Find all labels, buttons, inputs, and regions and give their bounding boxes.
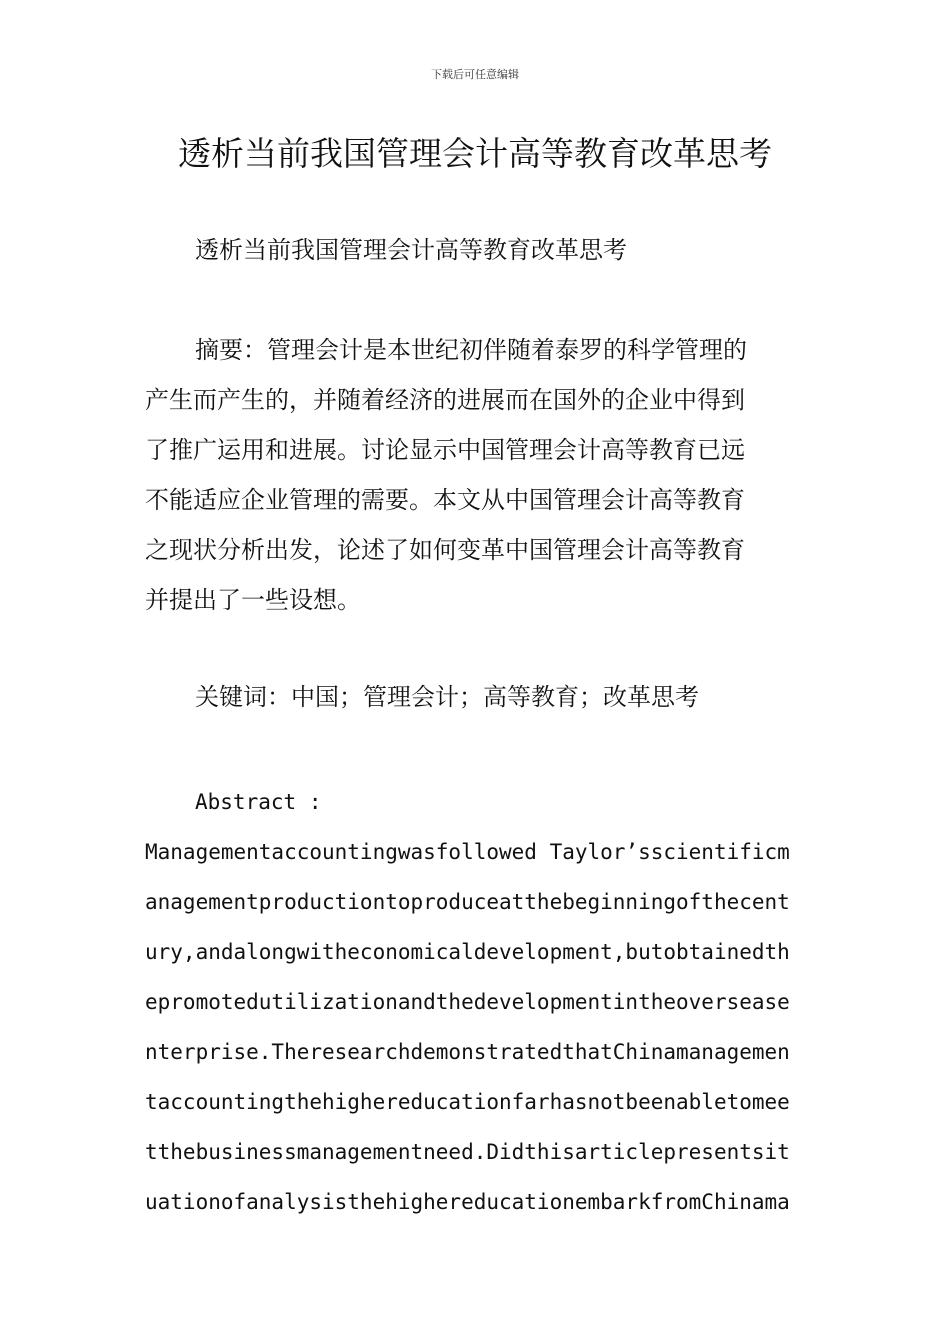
abstract-en-label: Abstract: [195, 790, 297, 814]
abstract-en-line: nterprise.TheresearchdemonstratedthatChinamanagemen: [145, 1040, 790, 1064]
abstract-cn-line: 了推广运用和进展。讨论显示中国管理会计高等教育已远: [145, 436, 745, 464]
abstract-cn-line: 摘要：管理会计是本世纪初伴随着泰罗的科学管理的: [195, 336, 747, 364]
abstract-cn-line: 产生而产生的，并随着经济的进展而在国外的企业中得到: [145, 386, 745, 414]
abstract-chinese: [145, 325, 810, 625]
abstract-en-line: ury,andalongwitheconomicaldevelopment,butobtainedth: [145, 940, 790, 964]
abstract-en-line: epromotedutilizationandthedevelopmentintheoversease: [145, 990, 790, 1014]
header-note: 下载后可任意编辑: [431, 68, 519, 81]
document-subtitle: 透析当前我国管理会计高等教育改革思考: [195, 236, 627, 264]
abstract-english: [145, 777, 800, 1227]
abstract-cn-line: 之现状分析出发，论述了如何变革中国管理会计高等教育: [145, 536, 745, 564]
abstract-en-line: anagementproductiontoproduceatthebeginningofthecent: [145, 890, 790, 914]
abstract-en-line: Managementaccountingwasfollowed Taylor’sscientificm: [145, 840, 790, 864]
abstract-en-line: uationofanalysisthehighereducationembarkfromChinama: [145, 1190, 790, 1214]
keywords: 关键词：中国；管理会计；高等教育；改革思考: [195, 683, 699, 711]
abstract-en-line: tthebusinessmanagementneed.Didthisarticlepresentsit: [145, 1140, 790, 1164]
abstract-cn-line: 不能适应企业管理的需要。本文从中国管理会计高等教育: [145, 486, 745, 514]
document-title: 透析当前我国管理会计高等教育改革思考: [178, 134, 772, 173]
abstract-cn-line: 并提出了一些设想。: [145, 586, 361, 614]
abstract-en-line: taccountingthehighereducationfarhasnotbeenabletomee: [145, 1090, 790, 1114]
abstract-en-colon: :: [308, 790, 322, 814]
abstract-en-heading: [145, 777, 800, 827]
